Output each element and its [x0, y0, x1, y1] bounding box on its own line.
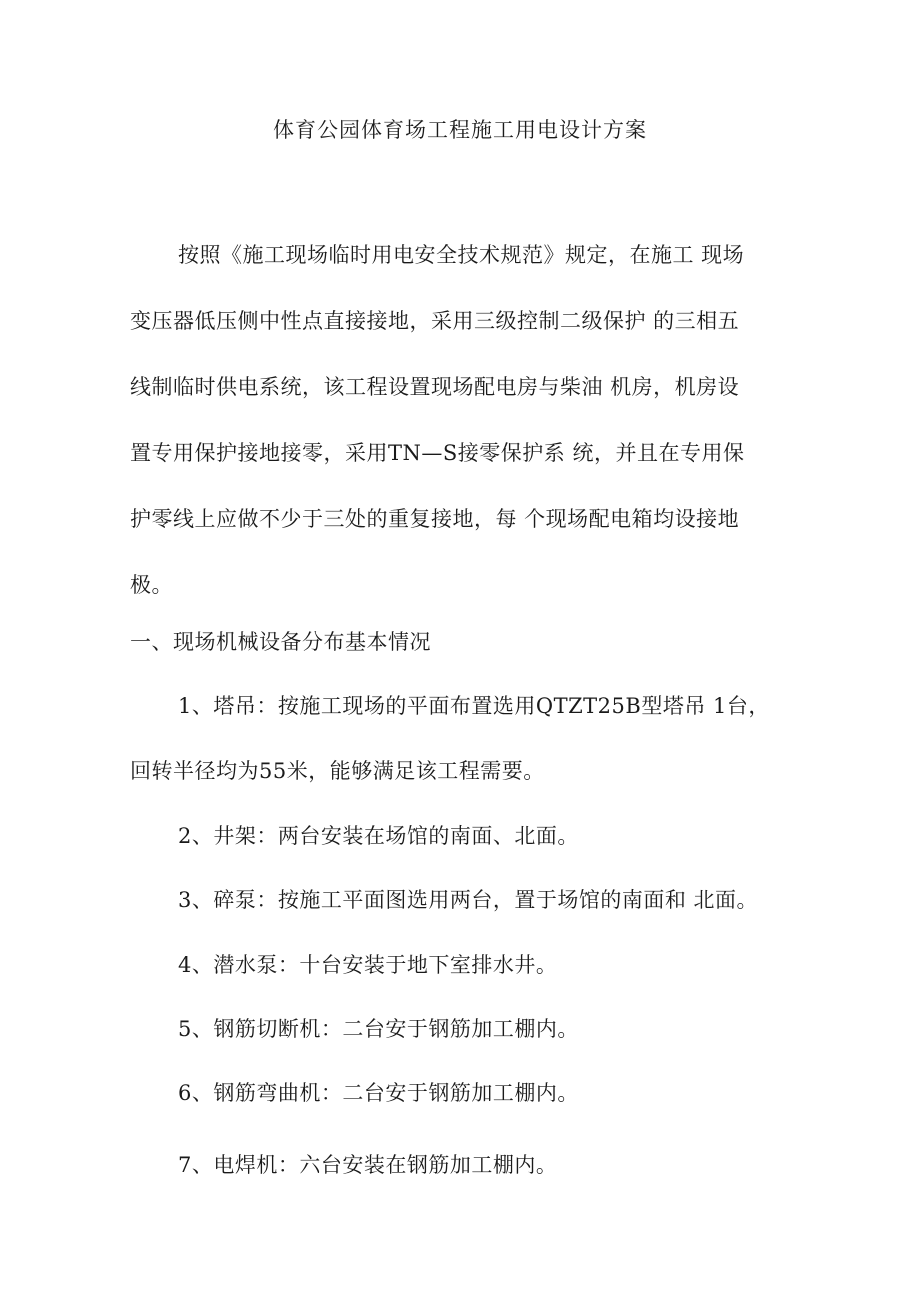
- list-item-7: 7、电焊机：六台安装在钢筋加工棚内。: [178, 1153, 558, 1177]
- document-title: 体育公园体育场工程施工用电设计方案: [273, 118, 647, 142]
- list-item-4: 4、潜水泵：十台安装于地下室排水井。: [178, 953, 558, 977]
- intro-line-6: 极。: [130, 573, 173, 597]
- list-item-2: 2、井架：两台安装在场馆的南面、北面。: [178, 824, 579, 848]
- intro-line-1: 按照《施工现场临时用电安全技术规范》规定，在施工 现场: [178, 243, 745, 267]
- intro-line-3: 线制临时供电系统，该工程设置现场配电房与柴油 机房，机房设: [130, 375, 740, 399]
- list-item-5: 5、钢筋切断机：二台安于钢筋加工棚内。: [178, 1017, 579, 1041]
- intro-line-2: 变压器低压侧中性点直接接地，采用三级控制二级保护 的三相五: [130, 309, 740, 333]
- intro-line-5: 护零线上应做不少于三处的重复接地，每 个现场配电箱均设接地: [130, 507, 740, 531]
- section-heading: 一、现场机械设备分布基本情况: [130, 630, 431, 654]
- list-item-1: 1、塔吊：按施工现场的平面布置选用QTZT25B型塔吊 1台，: [178, 694, 770, 718]
- intro-line-4: 置专用保护接地接零，采用TN—S接零保护系 统，并且在专用保: [130, 441, 745, 465]
- list-item-6: 6、钢筋弯曲机：二台安于钢筋加工棚内。: [178, 1081, 579, 1105]
- list-item-3: 3、碎泵：按施工平面图选用两台，置于场馆的南面和 北面。: [178, 888, 759, 912]
- list-item-1-continued: 回转半径均为55米，能够满足该工程需要。: [130, 759, 545, 783]
